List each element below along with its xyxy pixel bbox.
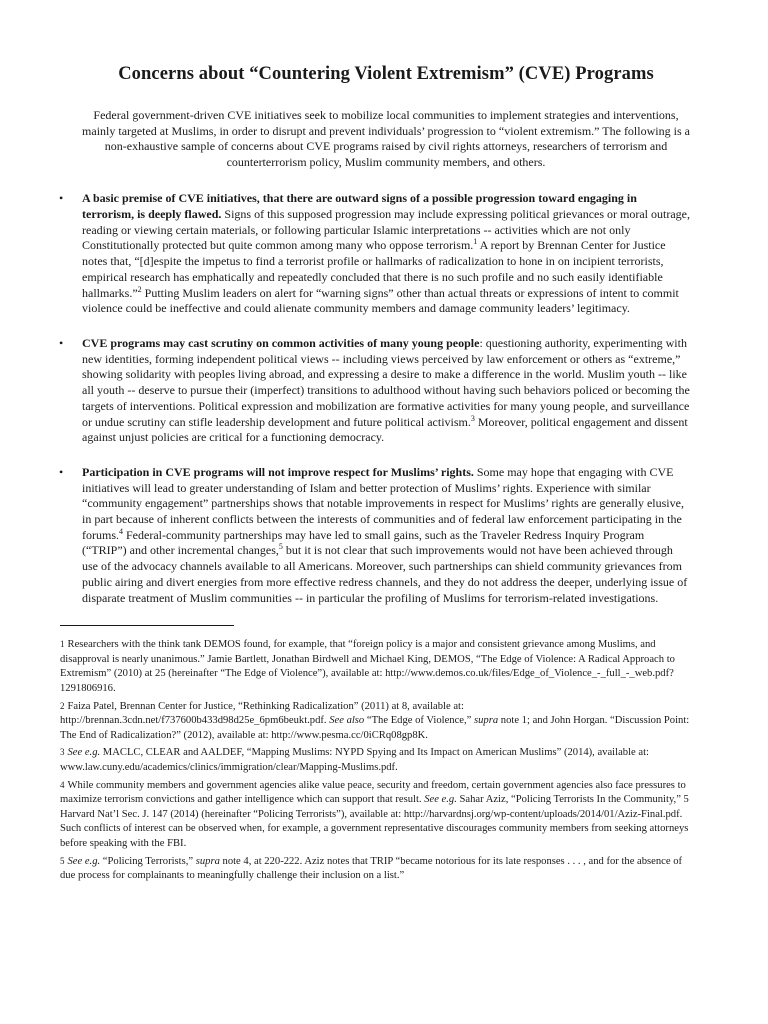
concern-paragraph	[82, 465, 690, 606]
footnote-number: 4	[60, 779, 65, 790]
footnote-signal: See e.g.	[67, 855, 101, 867]
footnote-number: 1	[60, 639, 65, 650]
intro-paragraph: Federal government-driven CVE initiatives seek to mobilize local communities to implement strategies and interventions, mainly targeted at Muslims, in order to disrupt and prevent individuals’ progression to “violent extremism.” The following is a non-exhaustive sample of concerns about CVE programs raised by civil rights attorneys, researchers of terrorism and counterterrorism policy, Muslim community members, and others.	[82, 108, 690, 169]
footnote-ref-2[interactable]: 2	[137, 284, 142, 294]
list-item	[59, 464, 690, 606]
footnote-text: “Policing Terrorists,”	[100, 855, 196, 867]
footnote-5	[60, 855, 696, 884]
concern-text: Moreover, political engagement and dissent against unjust policies are critical for a functioning democracy.	[82, 414, 688, 445]
footnote-1	[60, 638, 696, 696]
bullet-icon: •	[59, 191, 64, 206]
footnote-text: MACLC, CLEAR and AALDEF, “Mapping Muslims: NYPD Spying and Its Impact on American Muslims” (2014), available at: www.law.cuny.edu/academics/clinics/immigration/clear/Mapping-Muslims.pdf.	[60, 747, 649, 773]
footnote-number: 3	[60, 747, 65, 758]
footnote-text: “The Edge of Violence,”	[364, 715, 474, 727]
concern-paragraph	[82, 336, 690, 446]
concern-paragraph	[82, 191, 690, 317]
concern-text: but it is not clear that such improvements would not have been achieved through use of the advocacy channels available to all Americans. Moreover, such partnerships can shield community grievances from public airing and divert energies from more effective redress channels, and they do not address the deeper, underlying issue of disparate treatment of Muslim communities -- in particular the profiling of Muslims for terrorism-related investigations.	[82, 543, 688, 605]
footnote-signal: supra	[474, 715, 499, 727]
list-item	[59, 336, 690, 446]
footnote-2	[60, 700, 696, 744]
concern-lead: A basic premise of CVE initiatives, that there are outward signs of a possible progression toward engaging in terrorism, is deeply flawed.	[82, 191, 637, 222]
footnote-text: Researchers with the think tank DEMOS found, for example, that “foreign policy is a major and consistent grievance among Muslims, and disapproval is nearly unanimous.” Jamie Bartlett, Jonathan Birdwell and Michael King, DEMOS, “The Edge of Violence: A Radical Approach to Extremism” (2010) at 25 (hereinafter “The Edge of Violence”), available at: http://www.demos.co.uk/files/Edge_of_Violence_-_full_-_web.pdf?1291806916.	[60, 639, 675, 695]
footnote-ref-4[interactable]: 4	[119, 526, 123, 536]
footnote-ref-1[interactable]: 1	[473, 237, 478, 247]
bullet-icon: •	[59, 464, 64, 479]
footnote-4	[60, 779, 696, 852]
footnotes	[60, 638, 696, 884]
concern-text: Some may hope that engaging with CVE initiatives will lead to greater understanding of Islam and better protection of Muslims’ rights. Experience with similar “community engagement” partnerships shows that notable improvements in respect for Muslims’ rights are generally elusive, in part because of inherent conflicts between the interests of communities and of federal law enforcement participating in the forums.	[82, 464, 684, 542]
footnote-3	[60, 746, 696, 775]
list-item	[59, 191, 690, 317]
concern-text: Signs of this supposed progression may include expressing political grievances or moral outrage, reading or viewing certain materials, or following particular Islamic interpretations -- activities which are not only Constitutionally protected but quite common among many who oppose terrorism.	[82, 207, 690, 253]
footnote-ref-5[interactable]: 5	[278, 542, 283, 552]
concern-text: Putting Muslim leaders on alert for “warning signs” other than actual threats or expressions of intent to commit violence could be ineffective and could alienate community members and damage community leaders’ legitimacy.	[82, 285, 679, 316]
concern-text: : questioning authority, experimenting with new identities, forming independent political views -- including views perceived by law enforcement or others as “extreme,” showing solidarity with peoples living abroad, and expressing a desire to make a difference in the world. Muslim youth -- like all youth -- deserve to pursue their (imperfect) transitions to adulthood without having such behaviors policed or becoming the targets of interventions. Political expression and mobilization are formative activities for many young people, and surveillance or undue scrutiny can stifle leadership development and future political activism.	[82, 336, 690, 429]
bullet-icon: •	[59, 336, 64, 350]
footnote-signal: See e.g.	[67, 747, 101, 759]
page-title: Concerns about “Countering Violent Extremism” (CVE) Programs	[118, 64, 654, 84]
concern-lead: Participation in CVE programs will not improve respect for Muslims’ rights.	[82, 464, 474, 479]
footnote-number: 2	[60, 700, 65, 711]
footnote-signal: See e.g.	[424, 794, 457, 806]
footnote-ref-3[interactable]: 3	[470, 413, 475, 423]
concern-text: Federal-community partnerships may have led to small gains, such as the Traveler Redress Inquiry Program (“TRIP”) and other incremental changes,	[82, 527, 645, 558]
footnote-text: Sahar Aziz, “Policing Terrorists In the Community,” 5 Harvard Nat’l Sec. J. 147 (2014) (hereinafter “Policing Terrorists”), available at: http://harvardnsj.org/wp-content/uploads/2014/01/Aziz-Final.pdf. Such conflicts of interest can be observed when, for example, a government representative discourages community members from seeking attorneys before speaking with the FBI.	[60, 794, 689, 849]
concern-lead: CVE programs may cast scrutiny on common activities of many young people	[82, 336, 480, 350]
footnote-text: While community members and government agencies alike value peace, security and freedom, certain government agencies also face pressures to maximize terrorism convictions and gather intelligence which can support that result.	[60, 779, 686, 806]
footnote-signal: supra	[195, 855, 220, 867]
concern-text: A report by Brennan Center for Justice notes that, “[d]espite the impetus to find a terrorist profile or hallmarks of radicalization to hone in on incipient terrorists, empirical research has emphatically and repeatedly concluded that there is no such profile and no such easily identifiable hallmarks.”	[82, 238, 666, 300]
footnote-number: 5	[60, 855, 65, 866]
footnote-text: Faiza Patel, Brennan Center for Justice, “Rethinking Radicalization” (2011) at 8, available at: http://brennan.3cdn.net/f737600b433d98d25e_6pm6beukt.pdf.	[60, 700, 464, 727]
footnote-signal: See also	[329, 715, 365, 727]
concerns-list	[59, 191, 690, 606]
footnote-text: note 1; and John Horgan. “Discussion Point: The End of Radicalization?” (2012), available at: http://www.pesma.cc/0iCRq08gp8K.	[60, 715, 690, 741]
footnote-divider	[60, 625, 234, 626]
footnote-text: note 4, at 220-222. Aziz notes that TRIP “became notorious for its late responses . . . , and for the absence of due process for complainants to meaningfully challenge their inclusion on a list.”	[60, 855, 683, 882]
